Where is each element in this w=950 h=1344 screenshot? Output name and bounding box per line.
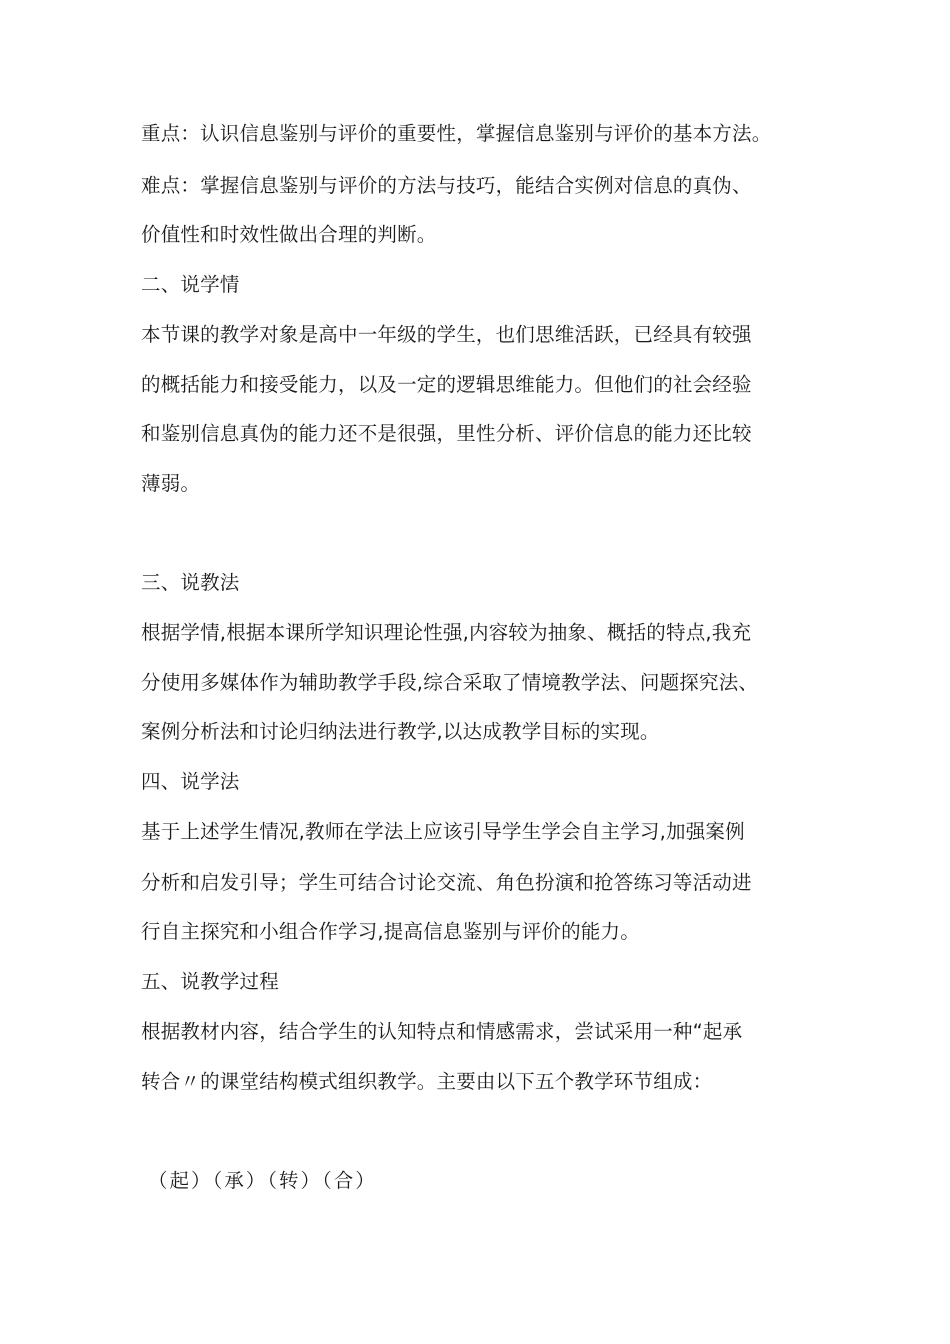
heading-learning-method: 四、说学法: [141, 770, 240, 793]
paragraph-line: 薄弱。: [141, 472, 201, 495]
paragraph-line: 的概括能力和接受能力，以及一定的逻辑思维能力。但他们的社会经验: [141, 373, 752, 396]
difficulty-line-2: 价值性和时效性做出合理的判断。: [141, 223, 437, 246]
paragraph-line: 根据教材内容，结合学生的认知特点和情感需求，尝试采用一种“起承: [141, 1020, 743, 1043]
heading-student-analysis: 二、说学情: [141, 273, 240, 296]
paragraph-line: 根据学情,根据本课所学知识理论性强,内容较为抽象、概括的特点,我充: [141, 621, 752, 644]
heading-teaching-method: 三、说教法: [141, 571, 240, 594]
key-points-line: 重点：认识信息鉴别与评价的重要性，掌握信息鉴别与评价的基本方法。: [141, 122, 772, 145]
paragraph-line: 分使用多媒体作为辅助教学手段,综合采取了情境教学法、问题探究法、: [141, 671, 759, 694]
heading-teaching-process: 五、说教学过程: [141, 970, 279, 993]
paragraph-line: 基于上述学生情况,教师在学法上应该引导学生学会自主学习,加强案例: [141, 820, 745, 843]
paragraph-line: 行自主探究和小组合作学习,提高信息鉴别与评价的能力。: [141, 920, 640, 943]
difficulty-line-1: 难点：掌握信息鉴别与评价的方法与技巧，能结合实例对信息的真伪、: [141, 174, 752, 197]
paragraph-line: 案例分析法和讨论归纳法进行教学,以达成教学目标的实现。: [141, 720, 660, 743]
paragraph-line: 和鉴别信息真伪的能力还不是很强，里性分析、评价信息的能力还比较: [141, 422, 752, 445]
paragraph-line: 分析和启发引导；学生可结合讨论交流、角色扮演和抢答练习等活动进: [141, 871, 752, 894]
paragraph-line: 本节课的教学对象是高中一年级的学生，也们思维活跃，已经具有较强: [141, 323, 752, 346]
paragraph-line: 转合〃的课堂结构模式组织教学。主要由以下五个教学环节组成：: [141, 1070, 713, 1093]
teaching-stages-row: （起）（承）（转）（合）: [148, 1169, 377, 1192]
